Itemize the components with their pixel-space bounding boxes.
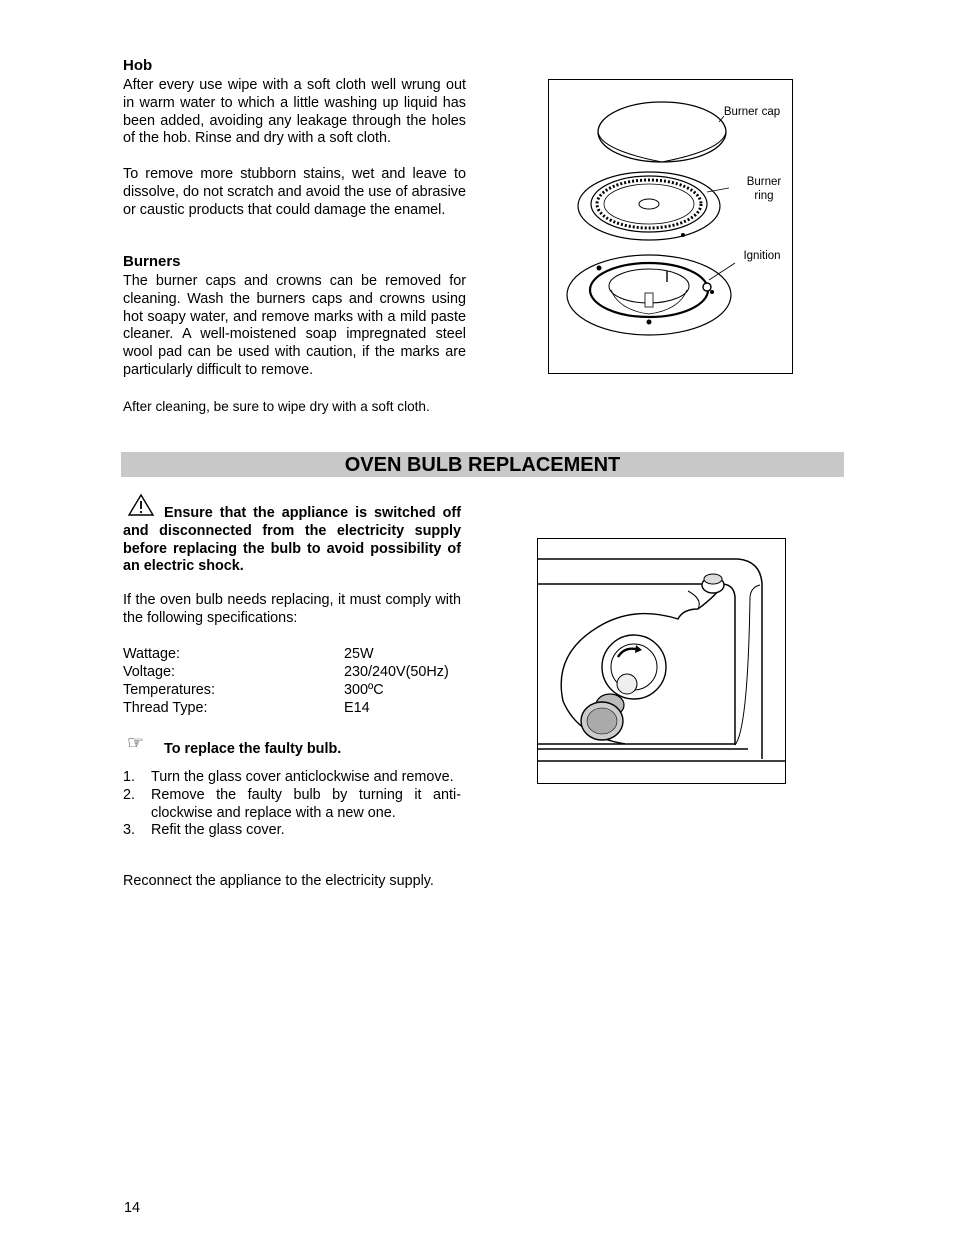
- spec-row: [123, 663, 468, 681]
- burner-ring-label-line-2: ring: [754, 190, 774, 202]
- pointing-hand-icon: ☞: [127, 733, 145, 754]
- list-item: [123, 787, 461, 823]
- step-number: 1.: [123, 769, 136, 785]
- step-number: 2.: [123, 786, 136, 803]
- burners-paragraph-1: The burner caps and crowns can be removed for cleaning. Wash the burners caps and crowns using hot soapy water, and remove marks with a mild paste cleaner. A well-moistened soap impregnated steel wool pad can be used with caution, if the marks are particularly difficult to remove.: [123, 273, 466, 378]
- burner-illustration: [549, 80, 792, 373]
- oven-bulb-illustration: [538, 539, 785, 783]
- step-text: Refit the glass cover.: [151, 822, 285, 839]
- hob-paragraph-2: To remove more stubborn stains, wet and leave to dissolve, do not scratch and avoid the use of abrasive or caustic products that could damage the enamel.: [123, 166, 466, 218]
- step-text: Remove the faulty bulb by turning it anti-clockwise and replace with a new one.: [151, 786, 461, 821]
- spec-value: 25W: [344, 646, 374, 662]
- spec-intro: If the oven bulb needs replacing, it must comply with the following specifications:: [123, 592, 461, 626]
- burner-diagram: [548, 79, 793, 374]
- spec-label: Thread Type:: [123, 700, 208, 716]
- burners-heading: Burners: [123, 253, 181, 270]
- section-title-banner: OVEN BULB REPLACEMENT: [121, 452, 844, 477]
- hob-heading: Hob: [123, 57, 153, 74]
- spec-label: Temperatures:: [123, 682, 215, 698]
- spec-row: [123, 681, 468, 699]
- procedure-title: To replace the faulty bulb.: [164, 741, 342, 757]
- burner-cap-label: Burner cap: [723, 106, 781, 118]
- page-number: 14: [124, 1200, 141, 1216]
- warning-text: Ensure that the appliance is switched off and disconnected from the electricity supply before replacing the bulb to avoid possibility of an electric shock.: [123, 505, 461, 575]
- spec-value: 300ºC: [344, 682, 384, 698]
- spec-row: [123, 699, 468, 717]
- oven-bulb-diagram: [537, 538, 786, 784]
- spec-value: E14: [344, 700, 370, 716]
- spec-label: Wattage:: [123, 646, 181, 662]
- step-text: Turn the glass cover anticlockwise and remove.: [151, 769, 454, 785]
- list-item: [123, 769, 461, 787]
- closing-paragraph: Reconnect the appliance to the electricity supply.: [123, 873, 434, 889]
- procedure-steps: [123, 769, 461, 840]
- step-number: 3.: [123, 822, 136, 839]
- list-item: [123, 822, 461, 840]
- spec-value: 230/240V(50Hz): [344, 664, 449, 680]
- spec-row: [123, 645, 468, 663]
- ignition-label: Ignition: [743, 250, 781, 262]
- burner-ring-label-line-1: Burner: [746, 176, 782, 188]
- burners-paragraph-2: After cleaning, be sure to wipe dry with a soft cloth.: [123, 399, 430, 414]
- spec-label: Voltage:: [123, 664, 176, 680]
- hob-paragraph-1: After every use wipe with a soft cloth well wrung out in warm water to which a little washing up liquid has been added, avoiding any leakage through the holes of the hob. Rinse and dry with a soft cloth.: [123, 77, 466, 147]
